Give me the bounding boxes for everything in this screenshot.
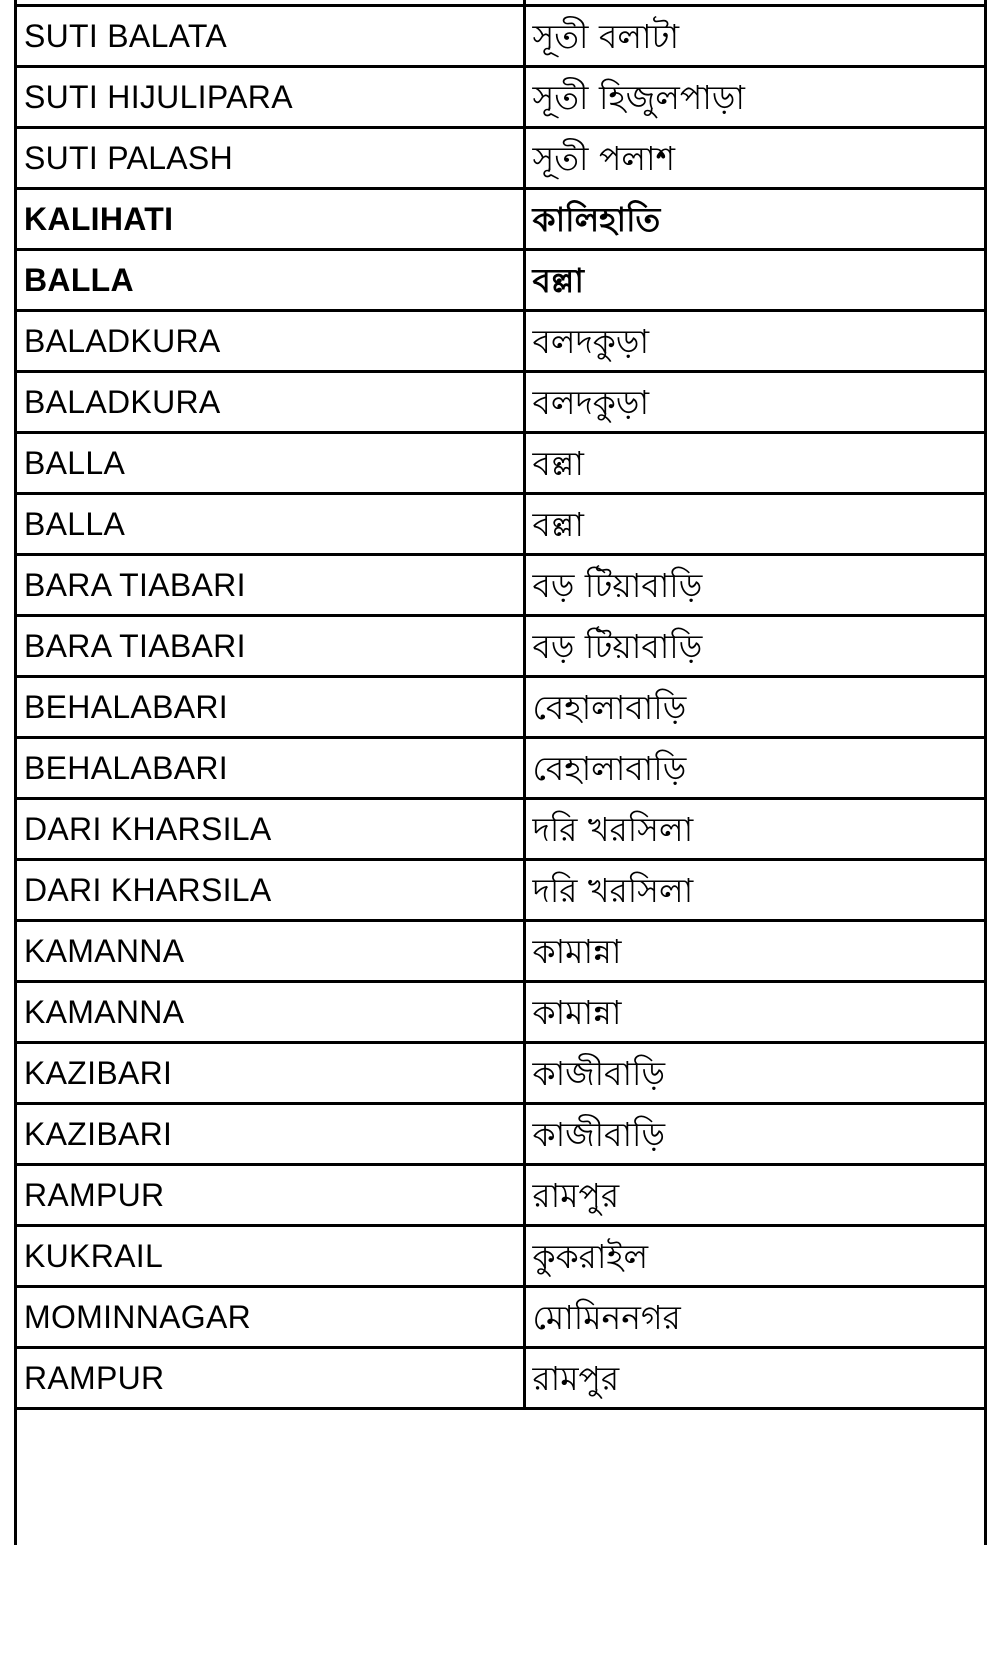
- table-row: [17, 921, 987, 982]
- english-name-cell: KAMANNA: [17, 982, 524, 1043]
- table-row: [17, 128, 987, 189]
- bengali-name-cell: রামপুর: [524, 1348, 987, 1409]
- bengali-name-cell: কাজীবাড়ি: [524, 1043, 987, 1104]
- table-row: [17, 1287, 987, 1348]
- table-row: [17, 799, 987, 860]
- english-name-cell: KAZIBARI: [17, 1043, 524, 1104]
- english-name-cell: KALIHATI: [17, 189, 524, 250]
- table-row: [17, 555, 987, 616]
- bengali-name-cell: দরি খরসিলা: [524, 799, 987, 860]
- table-row: [17, 67, 987, 128]
- english-name-cell: BARA TIABARI: [17, 555, 524, 616]
- bengali-name-cell: বলদকুড়া: [524, 372, 987, 433]
- english-name-cell: BALADKURA: [17, 311, 524, 372]
- english-name-cell: BALLA: [17, 433, 524, 494]
- bengali-name-cell: কামান্না: [524, 921, 987, 982]
- english-name-cell: BARA TIABARI: [17, 616, 524, 677]
- table-row: [17, 1165, 987, 1226]
- table-row: [17, 1348, 987, 1409]
- table-row: [17, 1104, 987, 1165]
- table-row: [17, 982, 987, 1043]
- table-row: [17, 372, 987, 433]
- bengali-name-cell: দরি খরসিলা: [524, 860, 987, 921]
- english-name-cell: BEHALABARI: [17, 677, 524, 738]
- bengali-name-cell: বড় টিয়াবাড়ি: [524, 616, 987, 677]
- bengali-name-cell: কামান্না: [524, 982, 987, 1043]
- table-row: [17, 189, 987, 250]
- bengali-name-cell: সূতী বলাটা: [524, 6, 987, 67]
- bengali-name-cell: বলদকুড়া: [524, 311, 987, 372]
- english-name-cell: DARI KHARSILA: [17, 799, 524, 860]
- bengali-name-cell: সূতী পলাশ: [524, 128, 987, 189]
- table-row: [17, 677, 987, 738]
- english-name-cell: SUTI BALATA: [17, 6, 524, 67]
- english-name-cell: BALADKURA: [17, 372, 524, 433]
- english-name-cell: KUKRAIL: [17, 1226, 524, 1287]
- table-row: [17, 250, 987, 311]
- left-border-column: [0, 0, 17, 1545]
- english-name-cell: SUTI PALASH: [17, 128, 524, 189]
- place-name-table: [17, 0, 987, 1410]
- bengali-name-cell: মোমিননগর: [524, 1287, 987, 1348]
- bengali-name-cell: বেহালাবাড়ি: [524, 677, 987, 738]
- bengali-name-cell: কাজীবাড়ি: [524, 1104, 987, 1165]
- bengali-name-cell: বল্লা: [524, 250, 987, 311]
- table-row: [17, 311, 987, 372]
- table-row: [17, 616, 987, 677]
- english-name-cell: BALLA: [17, 250, 524, 311]
- table-row: [17, 860, 987, 921]
- english-name-cell: RAMPUR: [17, 1348, 524, 1409]
- table-row: [17, 1043, 987, 1104]
- english-name-cell: KAMANNA: [17, 921, 524, 982]
- english-name-cell: BALLA: [17, 494, 524, 555]
- english-name-cell: RAMPUR: [17, 1165, 524, 1226]
- table-body: [17, 0, 987, 1409]
- bengali-name-cell: কুকরাইল: [524, 1226, 987, 1287]
- bengali-name-cell: কালিহাতি: [524, 189, 987, 250]
- bengali-name-cell: রামপুর: [524, 1165, 987, 1226]
- table-row: [17, 1226, 987, 1287]
- bengali-name-cell: বেহালাবাড়ি: [524, 738, 987, 799]
- english-name-cell: MOMINNAGAR: [17, 1287, 524, 1348]
- table-row: [17, 433, 987, 494]
- bengali-name-cell: বল্লা: [524, 433, 987, 494]
- table-row: [17, 738, 987, 799]
- english-name-cell: KAZIBARI: [17, 1104, 524, 1165]
- english-name-cell: BEHALABARI: [17, 738, 524, 799]
- bengali-name-cell: বড় টিয়াবাড়ি: [524, 555, 987, 616]
- table-row: [17, 494, 987, 555]
- table-row: [17, 6, 987, 67]
- english-name-cell: SUTI HIJULIPARA: [17, 67, 524, 128]
- bengali-name-cell: বল্লা: [524, 494, 987, 555]
- bengali-name-cell: সূতী হিজুলপাড়া: [524, 67, 987, 128]
- english-name-cell: DARI KHARSILA: [17, 860, 524, 921]
